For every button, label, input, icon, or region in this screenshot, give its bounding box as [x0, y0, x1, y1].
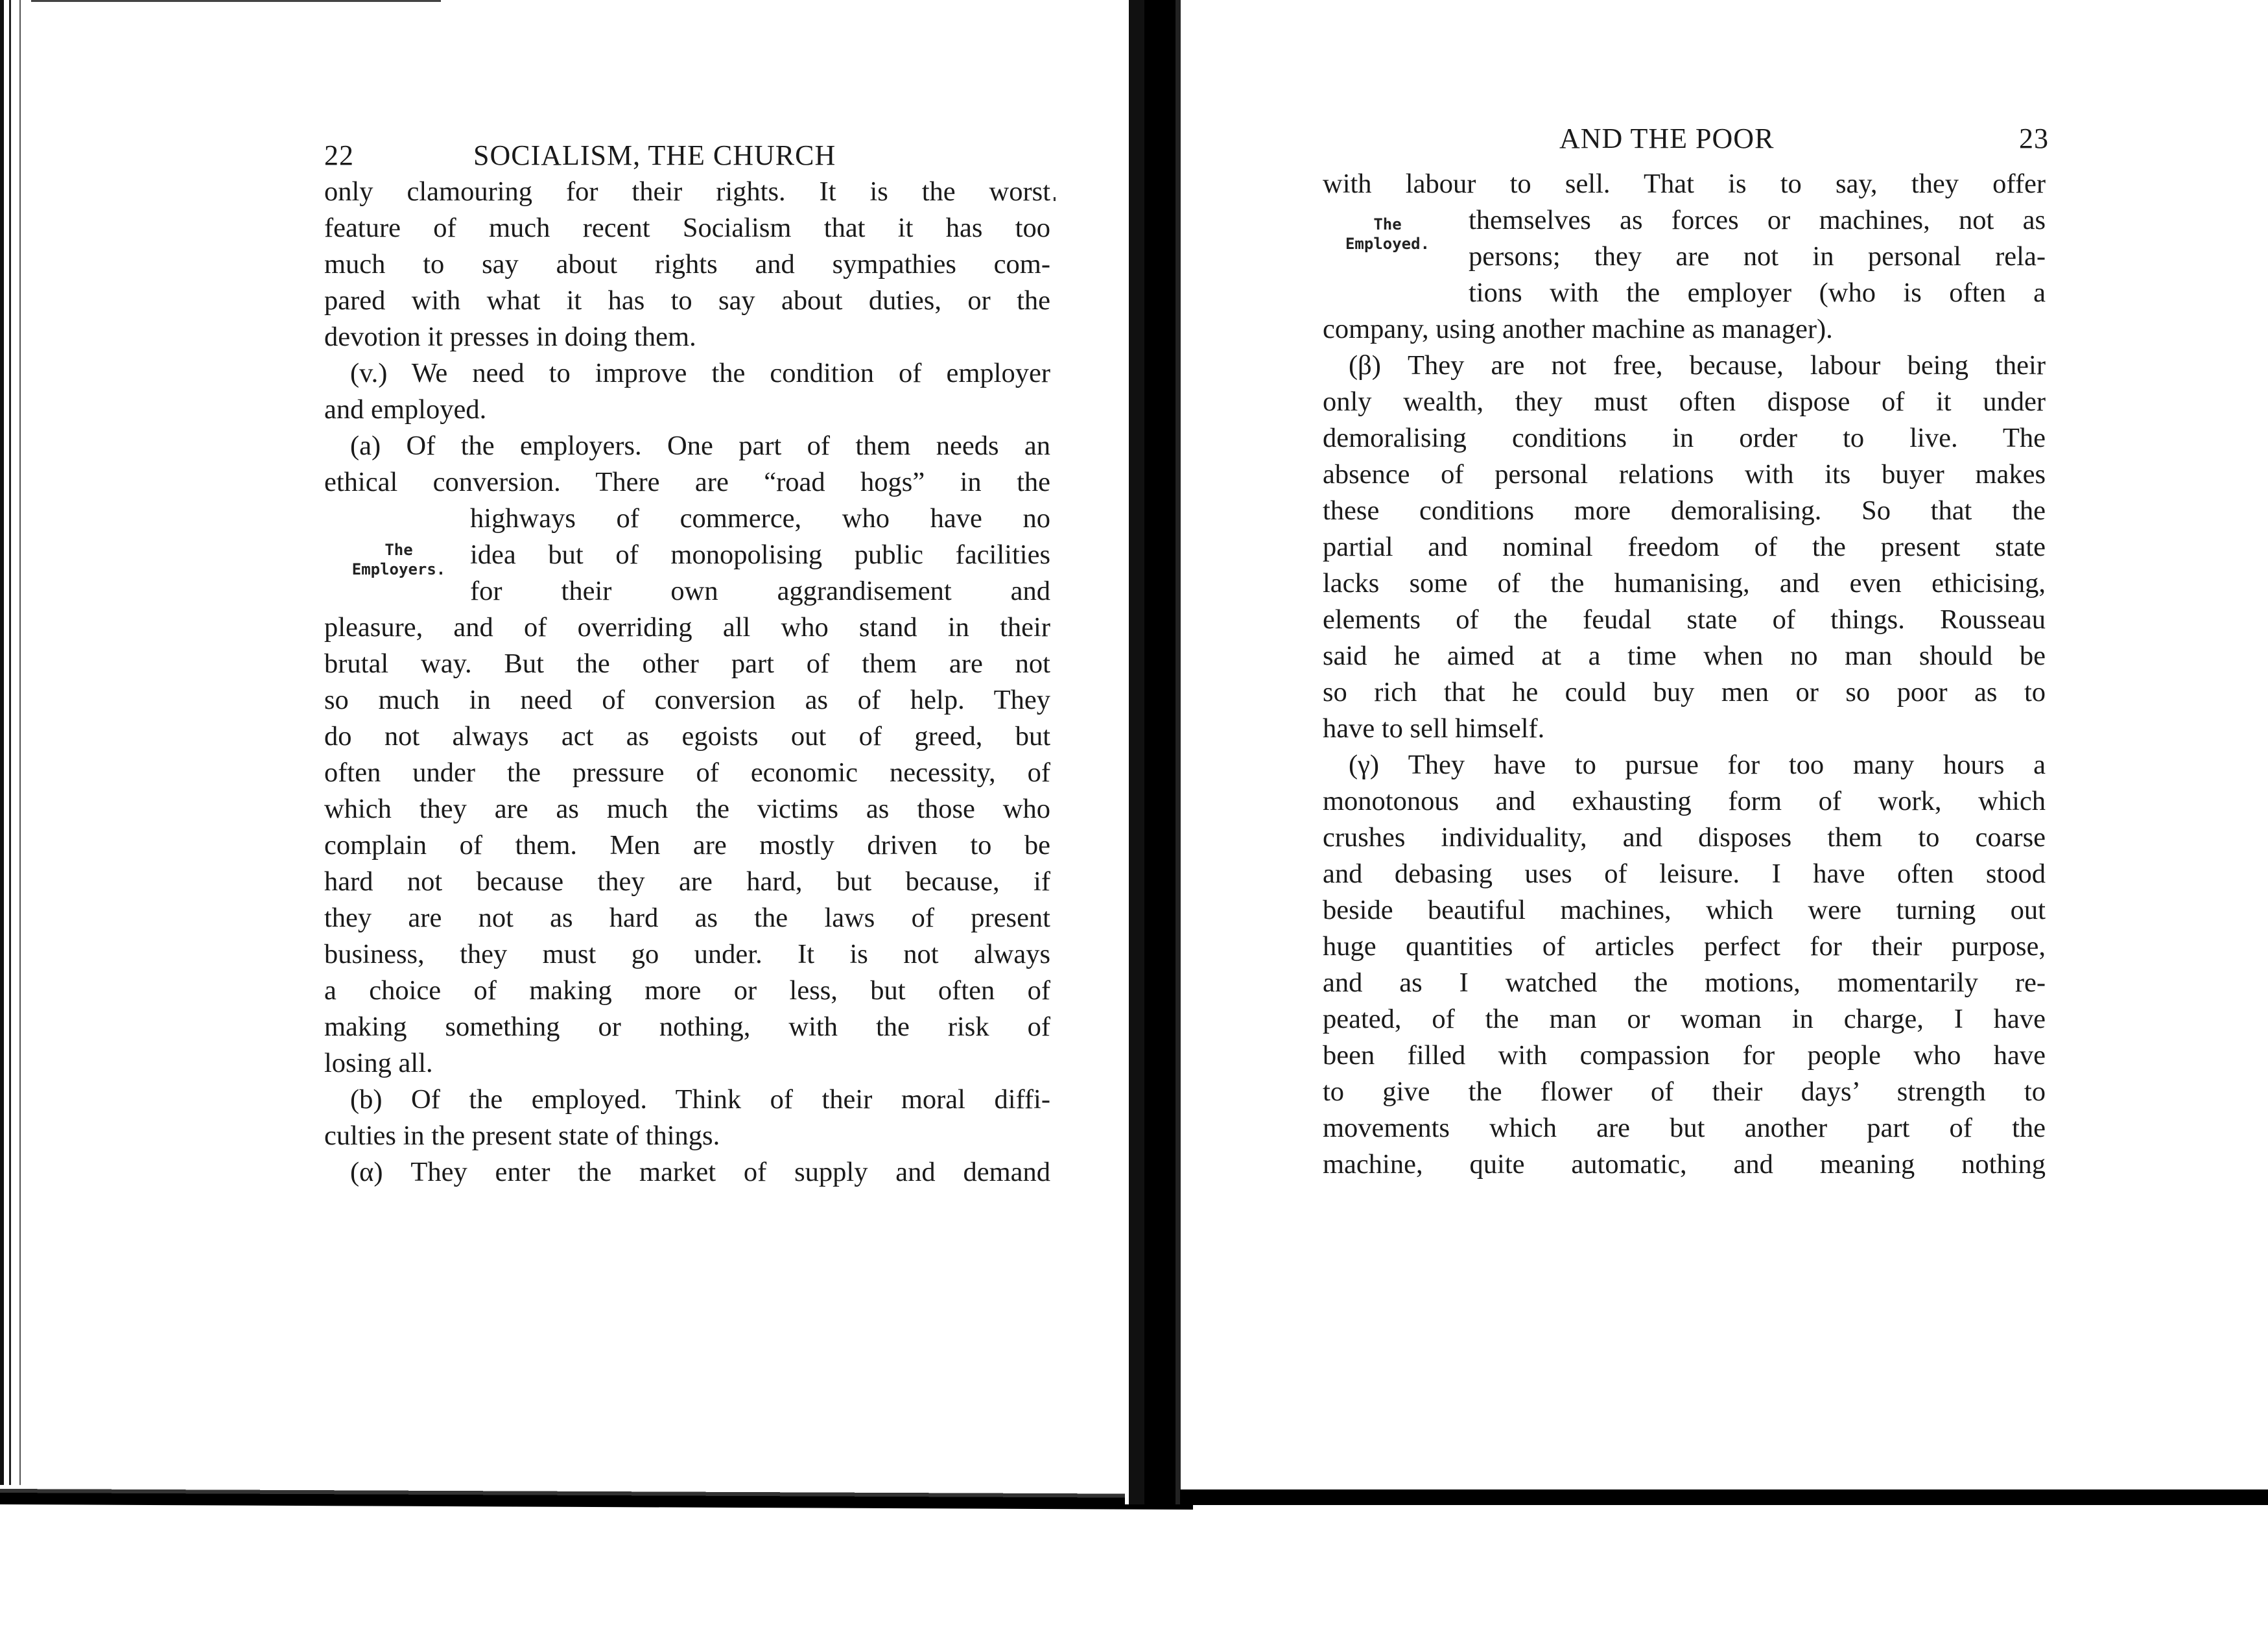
- text-line: absence of personal relations with its buyer makes: [1323, 459, 2046, 490]
- page-number: 22: [324, 139, 354, 171]
- text-line: themselves as forces or machines, not as: [1469, 205, 2046, 235]
- text-line: have to sell himself.: [1323, 713, 1545, 744]
- text-line: complain of them. Men are mostly driven to be: [324, 830, 1050, 860]
- text-line: a choice of making more or less, but often of: [324, 975, 1050, 1006]
- text-line: persons; they are not in personal rela-: [1469, 241, 2046, 272]
- text-line: said he aimed at a time when no man should be: [1323, 641, 2046, 671]
- text-line: elements of the feudal state of things. Rousseau: [1323, 604, 2046, 635]
- side-note-employers: [337, 540, 460, 579]
- text-line: do not always act as egoists out of greed, but: [324, 721, 1050, 752]
- running-title: AND THE POOR: [1559, 123, 1775, 154]
- text-line: (α) They enter the market of supply and demand: [350, 1157, 1050, 1187]
- text-line: for their own aggrandisement and: [470, 576, 1050, 606]
- text-line: losing all.: [324, 1048, 433, 1078]
- side-note-line: Employed.: [1345, 235, 1430, 253]
- text-line: only clamouring for their rights. It is the worst: [324, 176, 1050, 207]
- text-line: peated, of the man or woman in charge, I have: [1323, 1004, 2046, 1034]
- text-line: highways of commerce, who have no: [470, 503, 1050, 534]
- text-line: demoralising conditions in order to live. The: [1323, 423, 2046, 453]
- body-text: [1323, 166, 2046, 1183]
- scan-edge-bottom-right: [1180, 1489, 2268, 1505]
- running-head-right: [1323, 122, 2049, 166]
- text-line: only wealth, they must often dispose of it under: [1323, 386, 2046, 417]
- page-number: 23: [2019, 123, 2049, 154]
- text-line: these conditions more demoralising. So that the: [1323, 495, 2046, 526]
- text-line: so much in need of conversion as of help. They: [324, 685, 1050, 715]
- text-line: so rich that he could buy men or so poor as to: [1323, 677, 2046, 707]
- scan-speck: [1054, 197, 1056, 201]
- scan-edge-top: [0, 0, 441, 2]
- side-note-line: The: [384, 541, 413, 559]
- text-line: (v.) We need to improve the condition of employer: [350, 358, 1050, 388]
- left-page: [324, 130, 1050, 1191]
- text-line: feature of much recent Socialism that it has too: [324, 213, 1050, 243]
- text-line: monotonous and exhausting form of work, which: [1323, 786, 2046, 816]
- text-line: (γ) They have to pursue for too many hours a: [1349, 750, 2046, 780]
- text-line: pleasure, and of overriding all who stand in their: [324, 612, 1050, 643]
- text-line: making something or nothing, with the risk of: [324, 1012, 1050, 1042]
- text-line: with labour to sell. That is to say, they offer: [1323, 169, 2046, 199]
- text-line: which they are as much the victims as those who: [324, 794, 1050, 824]
- running-title: SOCIALISM, THE CHURCH: [473, 139, 836, 171]
- text-line: beside beautiful machines, which were turning out: [1323, 895, 2046, 925]
- body-text: [324, 174, 1050, 1191]
- running-head-left: [324, 130, 1050, 174]
- text-line: and as I watched the motions, momentarily re-: [1323, 967, 2046, 998]
- text-line: hard not because they are hard, but because, if: [324, 866, 1050, 897]
- text-line: movements which are but another part of the: [1323, 1113, 2046, 1143]
- text-line: company, using another machine as manager).: [1323, 314, 1833, 344]
- text-line: machine, quite automatic, and meaning nothing: [1323, 1149, 2046, 1180]
- text-line: often under the pressure of economic necessity, of: [324, 757, 1050, 788]
- right-page: [1323, 122, 2049, 1183]
- text-line: to give the flower of their days’ strength to: [1323, 1076, 2046, 1107]
- text-line: idea but of monopolising public facilities: [470, 540, 1050, 570]
- text-line: and employed.: [324, 394, 487, 425]
- text-line: crushes individuality, and disposes them to coarse: [1323, 822, 2046, 853]
- text-line: business, they must go under. It is not always: [324, 939, 1050, 969]
- text-line: tions with the employer (who is often a: [1469, 278, 2046, 308]
- side-note-line: The: [1373, 215, 1402, 233]
- text-line: they are not as hard as the laws of present: [324, 903, 1050, 933]
- text-line: (β) They are not free, because, labour being their: [1349, 350, 2046, 381]
- text-line: much to say about rights and sympathies com-: [324, 249, 1050, 279]
- side-note-employed: [1323, 215, 1452, 254]
- text-line: culties in the present state of things.: [324, 1121, 720, 1151]
- text-line: ethical conversion. There are “road hogs” in the: [324, 467, 1050, 497]
- text-line: been filled with compassion for people who have: [1323, 1040, 2046, 1071]
- scan-edge-left: [0, 0, 31, 1503]
- book-gutter: [1125, 0, 1187, 1504]
- text-line: devotion it presses in doing them.: [324, 322, 696, 352]
- text-line: (a) Of the employers. One part of them needs an: [350, 431, 1050, 461]
- text-line: brutal way. But the other part of them are not: [324, 648, 1050, 679]
- text-line: lacks some of the humanising, and even ethicising,: [1323, 568, 2046, 599]
- scan-edge-bottom-left: [0, 1485, 1193, 1510]
- text-line: (b) Of the employed. Think of their moral diffi-: [350, 1084, 1050, 1115]
- text-line: partial and nominal freedom of the present state: [1323, 532, 2046, 562]
- text-line: and debasing uses of leisure. I have often stood: [1323, 859, 2046, 889]
- text-line: pared with what it has to say about duties, or the: [324, 285, 1050, 316]
- side-note-line: Employers.: [351, 560, 446, 578]
- text-line: huge quantities of articles perfect for their purpose,: [1323, 931, 2046, 962]
